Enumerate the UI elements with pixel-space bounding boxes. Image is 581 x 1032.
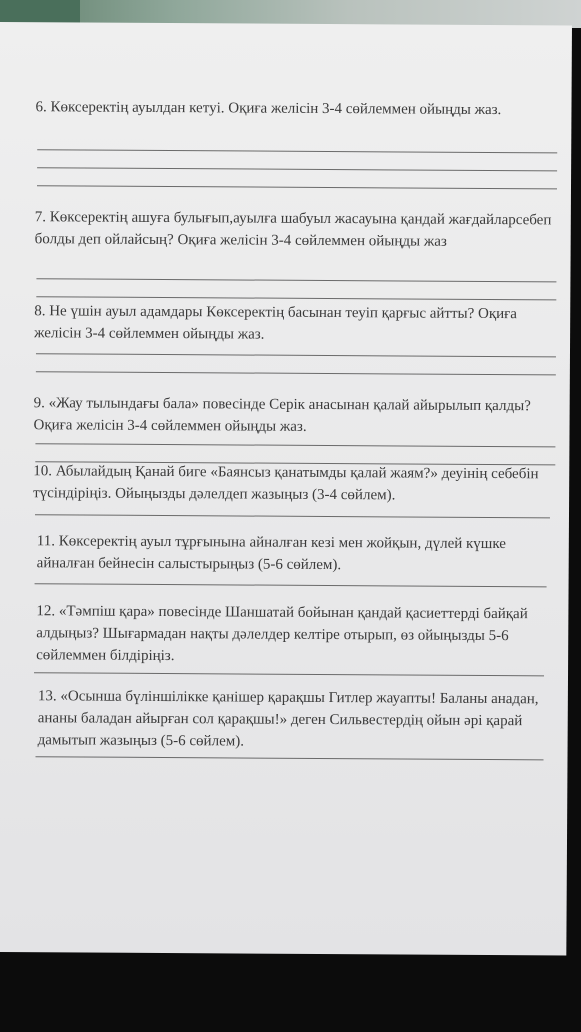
question-12-text: 12. «Тәмпіш қара» повесінде Шаншатай бойынан қандай қасиеттерді байқай алдыңыз? Шығармадан нақты дәлелдер келтіре отырып, өз ойыңызды 5-6 сөйлеммен білдіріңіз. xyxy=(36,603,528,665)
answer-line xyxy=(35,443,555,447)
answer-line xyxy=(37,149,557,153)
question-7-text: 7. Көксеректің ашуға булығып,ауылға шабуыл жасауына қандай жағдайларсебеп болды деп ойлайсың? Оқиға желісін 3-4 сөйлеммен ойыңды жаз xyxy=(34,209,552,250)
answer-line xyxy=(36,278,556,282)
question-9-text: 9. «Жау тылындағы бала» повесінде Серік анасынан қалай айырылып қалды? Оқиға желісін 3-4 сөйлеммен ойыңды жаз. xyxy=(33,395,531,435)
worksheet-page xyxy=(0,22,572,955)
question-11-text: 11. Көксеректің ауыл тұрғынына айналған кезі мен жойқын, дүлей күшке айналған бейнесін салыстырыңыз (5-6 сөйлем). xyxy=(36,533,506,574)
answer-line xyxy=(37,185,557,189)
answer-line xyxy=(36,371,556,375)
answer-line xyxy=(36,756,544,760)
answer-line xyxy=(34,672,544,676)
answer-line xyxy=(35,514,550,518)
question-8-text: 8. Не үшін ауыл адамдары Көксеректің басынан теуіп қарғыс айтты? Оқиға желісін 3-4 сөйлеммен ойыңды жаз. xyxy=(34,303,518,343)
question-6-text: 6. Көксеректің ауылдан кетуі. Оқиға желісін 3-4 сөйлеммен ойыңды жаз. xyxy=(35,99,502,119)
question-13-text: 13. «Осынша бүліншілікке қанішер қарақшы Гитлер жауапты! Баланы анадан, ананы баладан айырған сол қарақшы!» деген Сильвестердің ойын әрі қарай дамытып жазыңыз (5-6 сөйлем). xyxy=(37,688,539,750)
answer-line xyxy=(37,167,557,171)
answer-line xyxy=(35,583,547,587)
question-10-text: 10. Абылайдың Қанай биге «Баянсыз қанатымды қалай жаям?» деуінің себебін түсіндіріңіз. Ойыңызды дәлелдеп жазыңыз (3-4 сөйлем). xyxy=(33,463,539,504)
answer-line xyxy=(36,353,556,357)
